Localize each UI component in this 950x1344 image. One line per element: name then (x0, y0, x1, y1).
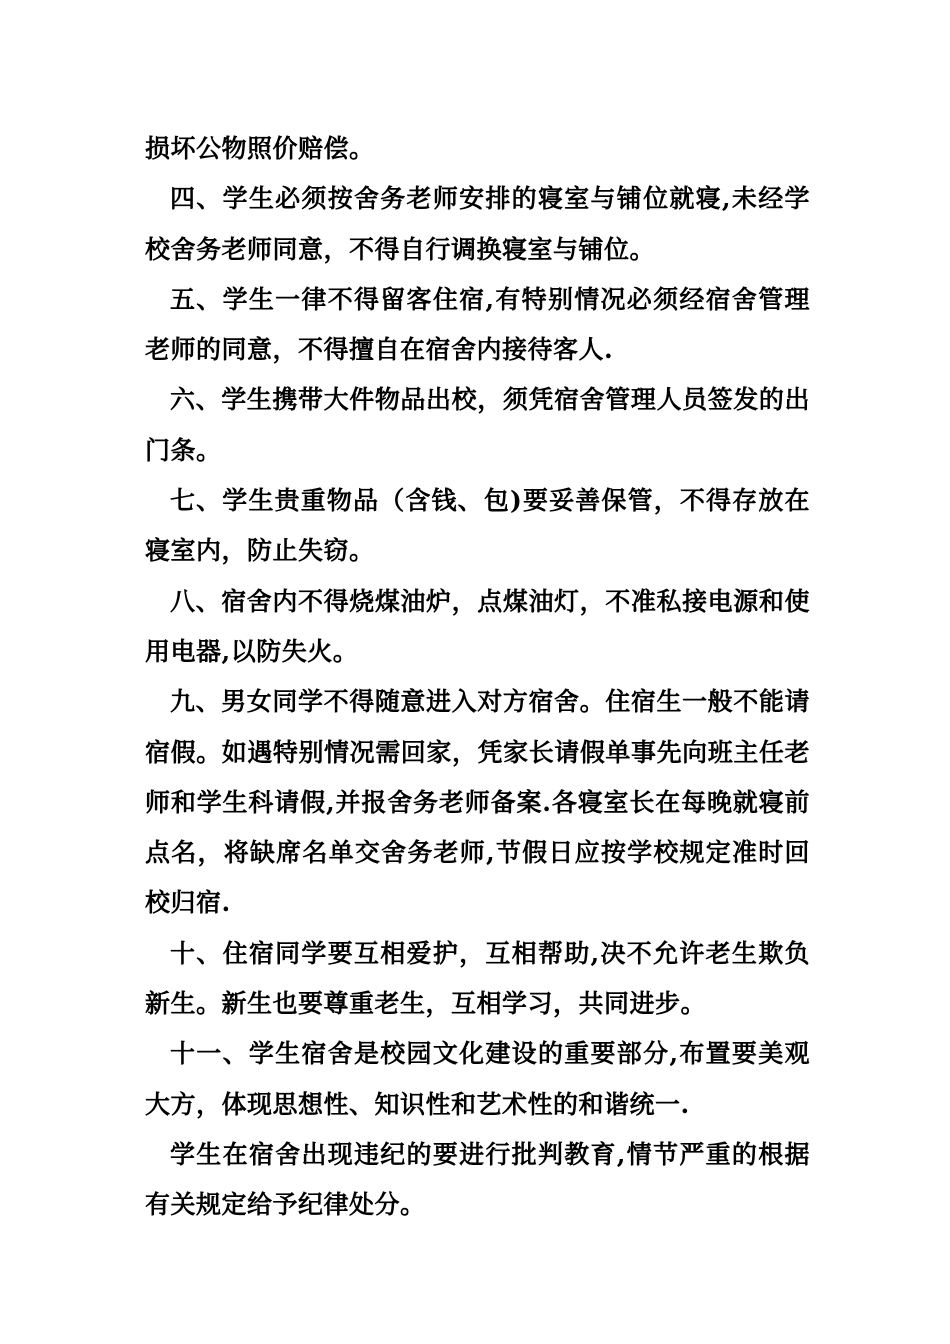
rule-11: 十一、学生宿舍是校园文化建设的重要部分,布置要美观大方，体现思想性、知识性和艺术性的和谐统一. (145, 1039, 810, 1119)
rule-5: 五、学生一律不得留客住宿,有特别情况必须经宿舍管理老师的同意，不得擅自在宿舍内接待客人. (145, 284, 810, 365)
rule-7: 七、学生贵重物品（含钱、包)要妥善保管，不得存放在寝室内，防止失窃。 (145, 486, 810, 566)
rule-4: 四、学生必须按舍务老师安排的寝室与铺位就寝,未经学校舍务老师同意，不得自行调换寝室与铺位。 (145, 184, 810, 264)
rule-9: 九、男女同学不得随意进入对方宿舍。住宿生一般不能请宿假。如遇特别情况需回家，凭家长请假单事先向班主任老师和学生科请假,并报舍务老师备案.各寝室长在每晚就寝前点名，将缺席名单交舍务老师,节假日应按学校规定准时回校归宿. (145, 687, 810, 918)
rule-10: 十、住宿同学要互相爱护，互相帮助,决不允许老生欺负新生。新生也要尊重老生，互相学习，共同进步。 (145, 938, 810, 1019)
document-body (145, 124, 810, 1231)
rule-8: 八、宿舍内不得烧煤油炉，点煤油灯，不准私接电源和使用电器,以防失火。 (145, 586, 810, 666)
rule-6: 六、学生携带大件物品出校，须凭宿舍管理人员签发的出门条。 (145, 385, 810, 465)
paragraph-continuation: 损坏公物照价赔偿。 (145, 134, 375, 163)
closing-note: 学生在宿舍出现违纪的要进行批判教育,情节严重的根据有关规定给予纪律处分。 (145, 1139, 810, 1220)
